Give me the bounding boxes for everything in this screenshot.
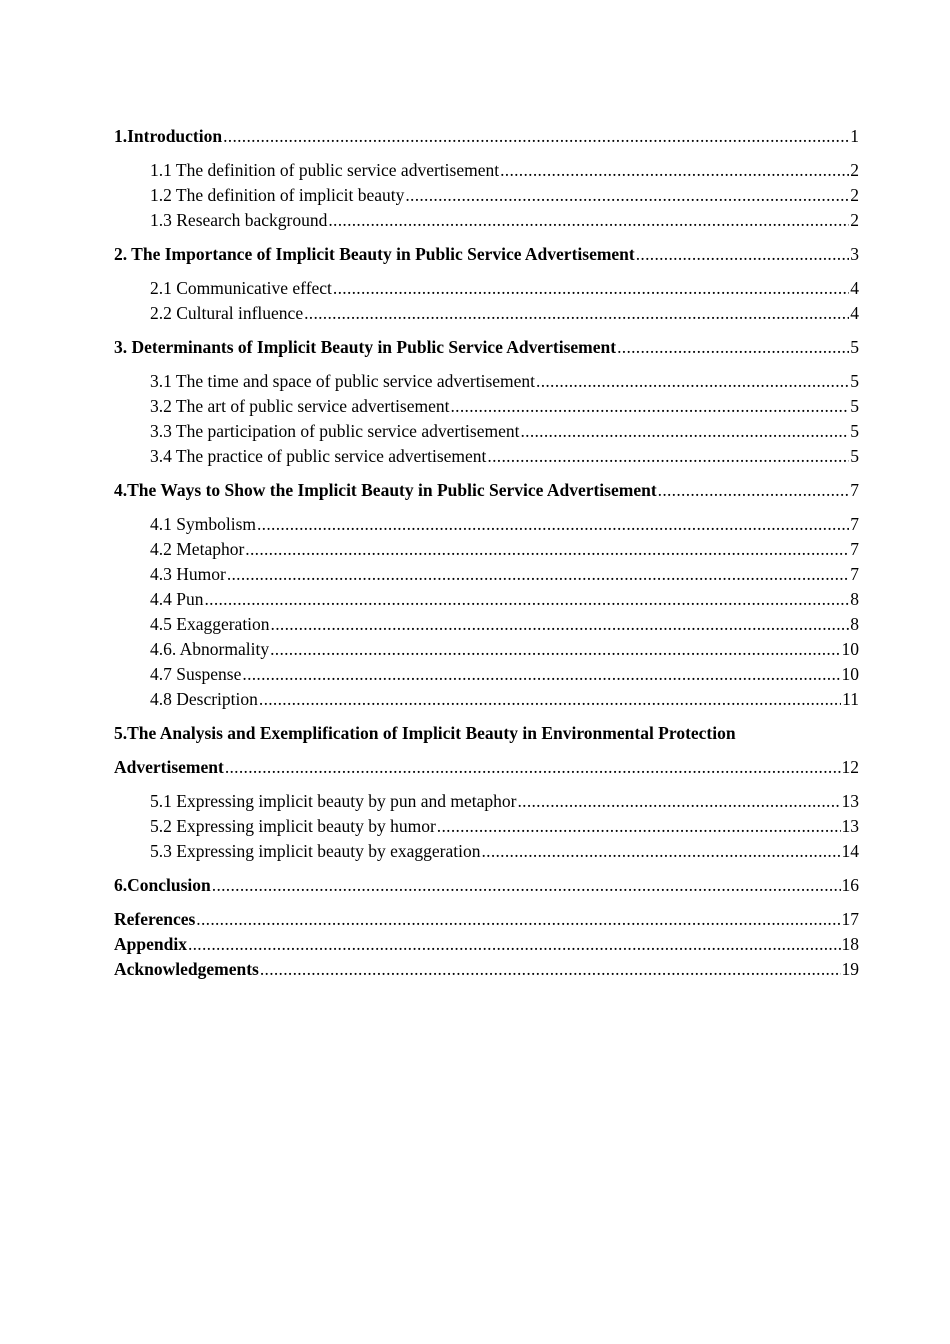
toc-title: 1.2 The definition of implicit beauty [150, 185, 405, 205]
dot-leader [227, 562, 849, 587]
toc-entry-references[interactable] [114, 907, 859, 932]
toc-entry-3-4[interactable] [114, 444, 859, 469]
toc-entry-2-2[interactable] [114, 301, 859, 326]
toc-title: 4.3 Humor [150, 564, 226, 584]
toc-title: 1.3 Research background [150, 210, 328, 230]
toc-title: Appendix [114, 934, 187, 954]
toc-page-number: 12 [841, 757, 859, 777]
dot-leader [517, 789, 840, 814]
dot-leader [304, 301, 849, 326]
toc-page-number: 2 [850, 160, 859, 180]
toc-page-number: 2 [850, 210, 859, 230]
dot-leader [451, 394, 850, 419]
toc-page-number: 10 [841, 639, 859, 659]
dot-leader [500, 158, 849, 183]
toc-entry-ch5[interactable] [114, 755, 859, 780]
toc-entry-4-8[interactable] [114, 687, 859, 712]
toc-page-number: 5 [850, 421, 859, 441]
toc-page-number: 4 [850, 303, 859, 323]
toc-title: 5.1 Expressing implicit beauty by pun and metaphor [150, 791, 517, 811]
dot-leader [636, 242, 850, 267]
toc-page-number: 17 [841, 909, 859, 929]
toc-entry-ch2[interactable] [114, 242, 859, 267]
toc-title: 4.4 Pun [150, 589, 204, 609]
dot-leader [481, 839, 840, 864]
dot-leader [333, 276, 849, 301]
dot-leader [260, 957, 841, 982]
dot-leader [257, 512, 849, 537]
toc-entry-5-2[interactable] [114, 814, 859, 839]
toc-entry-acknowledgements[interactable] [114, 957, 859, 982]
toc-entry-appendix[interactable] [114, 932, 859, 957]
dot-leader [617, 335, 849, 360]
toc-title: 3.2 The art of public service advertisement [150, 396, 450, 416]
toc-page-number: 7 [850, 514, 859, 534]
dot-leader [242, 662, 840, 687]
toc-page-number: 5 [850, 396, 859, 416]
toc-page-number: 5 [850, 371, 859, 391]
dot-leader [245, 537, 849, 562]
toc-page-number: 1 [850, 126, 859, 146]
toc-page-number: 3 [850, 244, 859, 264]
toc-title: 4.8 Description [150, 689, 258, 709]
toc-page-number: 13 [841, 791, 859, 811]
toc-entry-4-1[interactable] [114, 512, 859, 537]
table-of-contents [114, 124, 859, 982]
toc-entry-ch6[interactable] [114, 873, 859, 898]
toc-title: 4.6. Abnormality [150, 639, 270, 659]
toc-title: 4.2 Metaphor [150, 539, 245, 559]
dot-leader [188, 932, 841, 957]
toc-page-number: 16 [841, 875, 859, 895]
toc-title: 5.2 Expressing implicit beauty by humor [150, 816, 436, 836]
toc-title: 6.Conclusion [114, 875, 211, 895]
toc-title: 4.7 Suspense [150, 664, 242, 684]
toc-entry-2-1[interactable] [114, 276, 859, 301]
toc-page-number: 7 [850, 480, 859, 500]
toc-entry-3-1[interactable] [114, 369, 859, 394]
toc-title: Acknowledgements [114, 959, 259, 979]
toc-title: 3.3 The participation of public service advertisement [150, 421, 520, 441]
toc-title: 4.1 Symbolism [150, 514, 256, 534]
dot-leader [225, 755, 841, 780]
toc-page-number: 18 [841, 934, 859, 954]
dot-leader [271, 612, 850, 637]
toc-title: 4.5 Exaggeration [150, 614, 270, 634]
toc-entry-3-2[interactable] [114, 394, 859, 419]
toc-entry-4-4[interactable] [114, 587, 859, 612]
toc-page-number: 5 [850, 337, 859, 357]
dot-leader [520, 419, 849, 444]
dot-leader [223, 124, 849, 149]
toc-entry-ch3[interactable] [114, 335, 859, 360]
toc-title: 1.Introduction [114, 126, 223, 146]
toc-entry-4-7[interactable] [114, 662, 859, 687]
toc-entry-1-2[interactable] [114, 183, 859, 208]
toc-entry-4-5[interactable] [114, 612, 859, 637]
toc-page-number: 19 [841, 959, 859, 979]
dot-leader [259, 687, 841, 712]
toc-page-number: 2 [850, 185, 859, 205]
toc-title: 2. The Importance of Implicit Beauty in Public Service Advertisement [114, 244, 635, 264]
toc-page-number: 5 [850, 446, 859, 466]
toc-page-number: 14 [841, 841, 859, 861]
toc-title: 3.4 The practice of public service advertisement [150, 446, 487, 466]
toc-entry-3-3[interactable] [114, 419, 859, 444]
toc-title: Advertisement [114, 757, 224, 777]
toc-page-number: 10 [841, 664, 859, 684]
toc-title: 2.2 Cultural influence [150, 303, 304, 323]
toc-entry-1-3[interactable] [114, 208, 859, 233]
dot-leader [204, 587, 849, 612]
toc-entry-1-1[interactable] [114, 158, 859, 183]
toc-title: 3.1 The time and space of public service advertisement [150, 371, 536, 391]
dot-leader [487, 444, 849, 469]
toc-entry-ch1[interactable] [114, 124, 859, 149]
toc-page-number: 11 [842, 689, 859, 709]
toc-page-number: 13 [841, 816, 859, 836]
toc-page-number: 7 [850, 564, 859, 584]
toc-title: References [114, 909, 196, 929]
toc-title: 3. Determinants of Implicit Beauty in Public Service Advertisement [114, 337, 617, 357]
toc-page-number: 7 [850, 539, 859, 559]
toc-entry-4-6[interactable] [114, 637, 859, 662]
dot-leader [212, 873, 841, 898]
toc-page-number: 8 [850, 614, 859, 634]
dot-leader [405, 183, 849, 208]
dot-leader [658, 478, 850, 503]
toc-page-number: 4 [850, 278, 859, 298]
dot-leader [536, 369, 849, 394]
toc-entry-4-3[interactable] [114, 562, 859, 587]
toc-entry-5-3[interactable] [114, 839, 859, 864]
toc-title: 1.1 The definition of public service advertisement [150, 160, 500, 180]
toc-page-number: 8 [850, 589, 859, 609]
toc-entry-5-1[interactable] [114, 789, 859, 814]
toc-entry-ch4[interactable] [114, 478, 859, 503]
toc-entry-4-2[interactable] [114, 537, 859, 562]
toc-title: 2.1 Communicative effect [150, 278, 332, 298]
dot-leader [437, 814, 841, 839]
toc-entry-ch5-line1[interactable]: 5.The Analysis and Exemplification of Implicit Beauty in Environmental Protection [114, 723, 736, 743]
dot-leader [270, 637, 840, 662]
dot-leader [328, 208, 849, 233]
dot-leader [196, 907, 840, 932]
toc-title: 5.3 Expressing implicit beauty by exaggeration [150, 841, 481, 861]
toc-title: 4.The Ways to Show the Implicit Beauty in Public Service Advertisement [114, 480, 657, 500]
